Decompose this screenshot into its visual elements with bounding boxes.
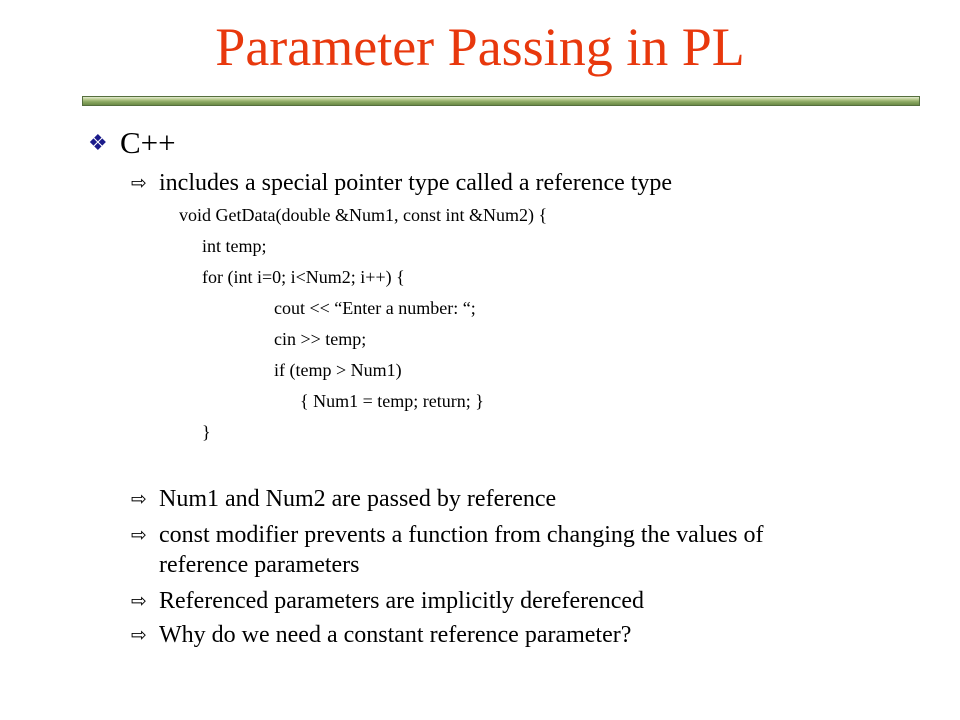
arrow-bullet-icon: ⇨ bbox=[131, 524, 147, 546]
code-line: } bbox=[202, 422, 211, 442]
code-line: cin >> temp; bbox=[274, 329, 367, 349]
point-text: includes a special pointer type called a reference type bbox=[159, 170, 673, 196]
arrow-bullet-icon: ⇨ bbox=[131, 590, 147, 612]
title-divider-bar bbox=[82, 96, 920, 106]
code-line: for (int i=0; i<Num2; i++) { bbox=[202, 267, 405, 287]
slide-title: Parameter Passing in PL bbox=[215, 17, 745, 77]
diamond-bullet-icon: ❖ bbox=[88, 131, 108, 156]
point-const-modifier bbox=[131, 520, 839, 580]
code-line: if (temp > Num1) bbox=[274, 360, 402, 380]
bullet-cpp-label: C++ bbox=[120, 125, 176, 160]
arrow-bullet-icon: ⇨ bbox=[131, 624, 147, 646]
point-text: Num1 and Num2 are passed by reference bbox=[159, 486, 557, 512]
code-line: { Num1 = temp; return; } bbox=[300, 391, 484, 411]
code-line: int temp; bbox=[202, 236, 267, 256]
point-text: const modifier prevents a function from changing the values of reference parameters bbox=[159, 522, 764, 578]
point-reference-type bbox=[131, 168, 672, 198]
code-line: cout << “Enter a number: “; bbox=[274, 298, 476, 318]
arrow-bullet-icon: ⇨ bbox=[131, 172, 147, 194]
arrow-bullet-icon: ⇨ bbox=[131, 488, 147, 510]
point-text: Referenced parameters are implicitly dereferenced bbox=[159, 588, 645, 614]
point-passed-by-reference bbox=[131, 484, 556, 514]
point-implicitly-dereferenced bbox=[131, 586, 644, 616]
bullet-cpp bbox=[88, 124, 176, 163]
point-text: Why do we need a constant reference parameter? bbox=[159, 622, 632, 648]
point-constant-reference-question bbox=[131, 620, 631, 650]
code-line: void GetData(double &Num1, const int &Num2) { bbox=[179, 205, 548, 225]
